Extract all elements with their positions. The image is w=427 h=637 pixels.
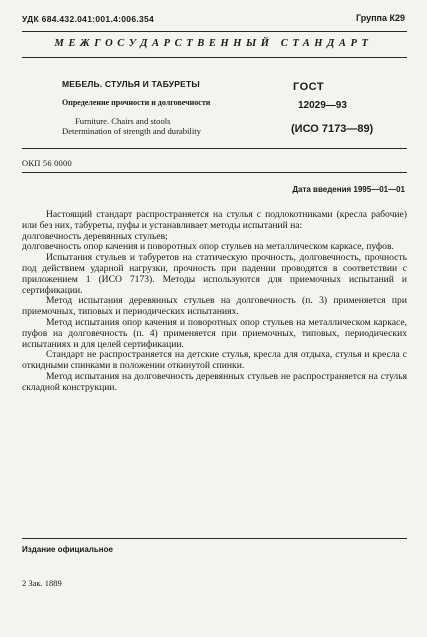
- title-en: Furniture. Chairs and stools: [75, 116, 171, 126]
- okp-rule: [22, 172, 407, 173]
- group-code: Группа К29: [355, 13, 405, 23]
- paragraph-8: Метод испытания на долговечность деревянных стульев не распространяется на стулья складной конструкции.: [22, 370, 407, 393]
- body-text: [22, 210, 407, 394]
- introduction-date: Дата введения 1995—01—01: [292, 185, 405, 194]
- footer-rule: [22, 538, 407, 539]
- paragraph-2: долговечность деревянных стульев;: [22, 230, 168, 242]
- iso-reference: (ИСО 7173—89): [291, 123, 374, 135]
- subtitle-ru: Определение прочности и долговечности: [62, 98, 211, 107]
- paragraph-6: Метод испытания опор качения и поворотных опор стульев на металлическом каркасе, пуфов на долговечность (п. 4) применяется при приемочных, типовых, периодических испытаниях и для целей сертификации.: [22, 316, 407, 350]
- banner-rule: [22, 57, 407, 58]
- paragraph-4: Испытания стульев и табуретов на статическую прочность, долговечность, прочность под действием ударной нагрузки, прочность при падении проводятся в соответствии с приложением 1 (ИСО 7173). Методы используются для приемочных испытаний и сертификации.: [22, 252, 407, 296]
- udk-code: УДК 684.432.041:001.4:006.354: [22, 14, 155, 24]
- okp-code: ОКП 56 0000: [22, 158, 72, 168]
- subtitle-en: Determination of strength and durability: [62, 126, 201, 136]
- paragraph-5: Метод испытания деревянных стульев на долговечность (п. 3) применяется при приемочных, типовых и периодических испытаниях.: [22, 295, 407, 318]
- standard-banner: МЕЖГОСУДАРСТВЕННЫЙ СТАНДАРТ: [54, 38, 373, 49]
- paragraph-1: Настоящий стандарт распространяется на стулья с подлокотниками (кресла рабочие) или без них, табуреты, пуфы и устанавливает методы испытаний на:: [22, 209, 407, 231]
- official-edition-label: Издание официальное: [22, 545, 113, 554]
- paragraph-3: долговечность опор качения и поворотных опор стульев на металлическом каркасе, пуфов.: [22, 241, 394, 253]
- title-ru: МЕБЕЛЬ. СТУЛЬЯ И ТАБУРЕТЫ: [62, 79, 200, 89]
- gost-label: ГОСТ: [293, 81, 325, 93]
- paragraph-7: Стандарт не распространяется на детские стулья, кресла для отдыха, стулья и кресла с откидными спинками в положении откинутой спинки.: [22, 349, 407, 372]
- top-rule: [22, 31, 407, 32]
- title-rule: [22, 148, 407, 149]
- gost-number: 12029—93: [298, 100, 347, 111]
- order-number: 2 Зак. 1889: [22, 578, 62, 588]
